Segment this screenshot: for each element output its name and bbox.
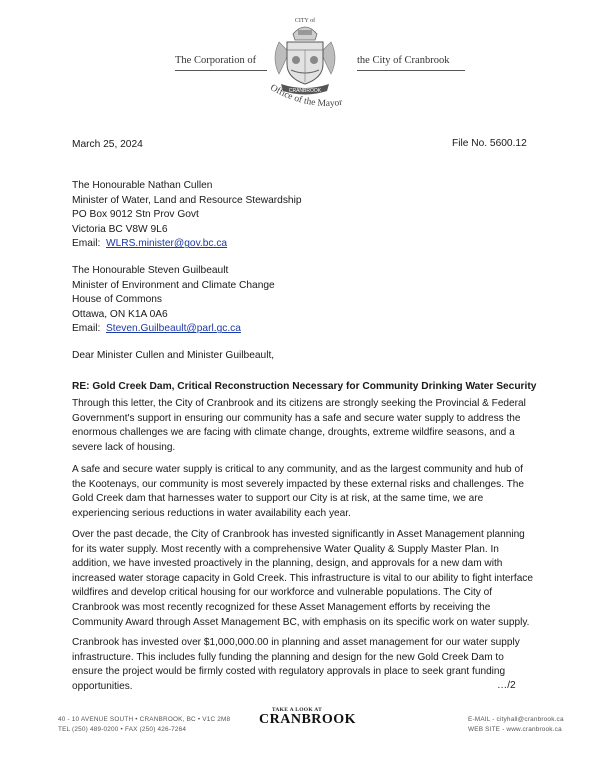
recipient-address-line: PO Box 9012 Stn Prov Govt — [72, 209, 199, 221]
logo-tagline: TAKE A LOOK AT — [271, 707, 323, 713]
recipient-email-link[interactable]: WLRS.minister@gov.bc.ca — [105, 238, 228, 250]
svg-text:Office of the Mayor — [268, 84, 344, 109]
file-number: File No. 5600.12 — [452, 138, 527, 149]
recipient-email-row — [72, 322, 275, 337]
recipient-name: The Honourable Nathan Cullen — [72, 180, 213, 191]
letterhead-right: the City of Cranbrook — [357, 55, 450, 66]
body-paragraph: Through this letter, the City of Cranbrook and its citizens are strongly seeking the Provincial & Federal Government's support in ensuring our community has a safe and secure water supply to address the enormous challenges we are facing with climate change, droughts, extreme wildfire seasons, and a severe lack of housing. — [72, 398, 526, 453]
body-paragraph: A safe and secure water supply is critical to any community, and as the largest community and hub of the Kootenays, our community is most severely impacted by these external risks and challenges. The Gold Creek dam that harnesses water to support our City is at risk, at the same time, we are experiencing serious reductions in water availability each year. — [72, 464, 525, 519]
footer-website[interactable]: WEB SITE - www.cranbrook.ca — [468, 725, 562, 733]
recipient-address-line: Victoria BC V8W 9L6 — [72, 223, 168, 235]
recipient-title: Minister of Environment and Climate Change — [72, 279, 275, 291]
footer-phones: TEL (250) 489-0200 • FAX (250) 426-7264 — [58, 725, 187, 733]
recipient-title: Minister of Water, Land and Resource Stewardship — [72, 194, 302, 206]
recipient-address-line: House of Commons — [72, 294, 163, 306]
recipient-block-2 — [72, 264, 275, 337]
crest-top-text: CITY of — [294, 18, 316, 24]
letter-date: March 25, 2024 — [72, 139, 143, 150]
page-continuation: …/2 — [497, 680, 516, 691]
letterhead-left: The Corporation of — [175, 55, 257, 66]
recipient-name: The Honourable Steven Guilbeault — [72, 265, 229, 276]
letterhead-rule-right — [357, 70, 465, 71]
email-label: Email: — [72, 238, 101, 250]
recipient-email-row — [72, 237, 302, 252]
office-of-mayor — [262, 84, 372, 118]
footer-contact-left — [58, 715, 230, 734]
subject-line: RE: Gold Creek Dam, Critical Reconstruction Necessary for Community Drinking Water Security — [72, 381, 537, 392]
footer-email[interactable]: E-MAIL - cityhall@cranbrook.ca — [468, 716, 564, 723]
body-paragraph: Over the past decade, the City of Cranbrook has invested significantly in Asset Management planning for its water supply. Most recently with a comprehensive Water Quality & Supply Master Plan. In addition, we have invested proactively in the planning, design, and approvals for a new dam with increased water storage capacity in Gold Creek. This infrastructure is vital to our ability to fight interface wildfires and develop critical housing for our workforce and vulnerable populations. The City of Cranbrook was most recently recognized for these Asset Management efforts by receiving the Community Award through Asset Management BC, with emphasis on its specific work on water supply. — [72, 529, 533, 628]
recipient-address-line: Ottawa, ON K1A 0A6 — [72, 308, 168, 320]
office-text: Office of the Mayor — [268, 84, 344, 110]
email-label: Email: — [72, 323, 101, 335]
salutation: Dear Minister Cullen and Minister Guilbeault, — [72, 350, 275, 361]
footer-contact-right — [468, 715, 564, 734]
footer-cranbrook-logo — [259, 707, 357, 741]
logo-name: CRANBROOK — [259, 712, 357, 727]
letterhead-rule-left — [175, 70, 267, 71]
body-paragraph: Cranbrook has invested over $1,000,000.00 in planning and asset management for our water supply infrastructure. This includes fully funding the planning and design for the new Gold Creek Dam to ensure the project would be firmly costed with regulatory approvals in place to seek grant funding opportunities. — [72, 637, 520, 692]
crest-banner-text: CRANBROOK — [288, 88, 322, 94]
recipient-email-link[interactable]: Steven.Guilbeault@parl.gc.ca — [105, 323, 241, 335]
recipient-block-1 — [72, 179, 302, 252]
footer-address: 40 - 10 AVENUE SOUTH • CRANBROOK, BC • V1C 2M8 — [58, 716, 231, 723]
